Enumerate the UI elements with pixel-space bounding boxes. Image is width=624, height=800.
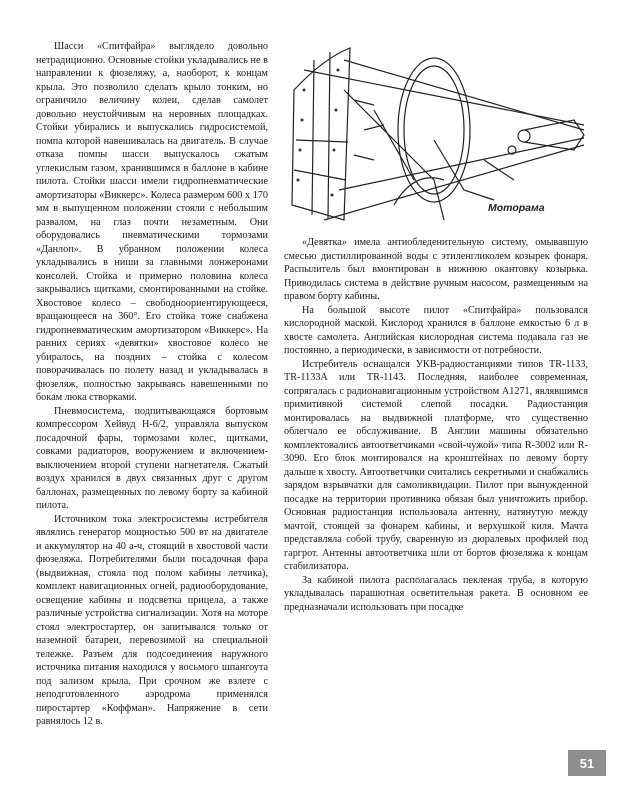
paragraph-flare-tube: За кабиной пилота располагалась пекленая труба, в которую укладывалась парашютная осветительная ракета. В основном ее предназначали использовать при посадке (284, 574, 588, 613)
paragraph-anti-icing: «Девятка» имела антиобледенительную систему, омывавшую смесью дистиллированной воды с этиленгликолем козырек фонаря. Распылитель был вмонтирован в нижнюю окантовку козырька. Приводилась система в действие ручным насосом, размещенным на правом борту кабины. (284, 237, 588, 302)
page-number: 51 (568, 750, 606, 776)
engine-mount-figure (284, 30, 594, 235)
paragraph-landing-gear: Шасси «Спитфайра» выглядело довольно нетрадиционно. Основные стойки укладывались не в направлении к фюзеляжу, а, наоборот, к концам крыла. Это позволило сделать крыло тонким, но ограничило величину колеи, сделав самолет довольно неустойчивым на неровных площадках. Стойки убирались и выпускались гидросистемой, помпа которой навешивалась на двигатель. В случае отказа помпы шасси выпускалось сжатым углекислым газом, хранившимся в баллоне в кабине пилота. Стойки шасси имели гидропневматические амортизаторы «Виккерс». Колеса размером 600 х 170 мм в выпущенном положении стояли с небольшим развалом, на глаз почти незаметным. Они оборудовались пневматическими тормозами «Данлоп». В убранном положении колеса укладывались в ниши за главными лонжеронами консолей. Стойка и примерно половина колеса закрывались щитками, смонтированными на стойке. Хвостовое колесо – свободноориентирующееся, вращающееся на 360°. Его стойка тоже снабжена гидропневматическим амортизатором «Виккерс». На ранних сериях «девятки» хвостовое колесо не убиралось, на поздних – стойка с колесом поворачивалась по полету назад и укладывалась в фюзеляж, полностью закрываясь навешенными по бокам люка створками. (36, 41, 268, 403)
right-text-column (284, 236, 588, 614)
mount-tube-top (304, 70, 584, 125)
figure-caption: Моторама (488, 202, 545, 214)
engine-mount-drawing (284, 30, 594, 235)
paragraph-oxygen: На большой высоте пилот «Спитфайра» пользовался кислородной маской. Кислород хранился в баллоне емкостью 6 л в хвосте самолета. Английская кислородная система подавала газ не постоянно, а периодически, в зависимости от потребности. (284, 304, 588, 356)
paragraph-radio: Истребитель оснащался УКВ-радиостанциями типов TR-1133, TR-1133A или TR-1143. Последняя, наиболее современная, сопрягалась с радионавигационным устройством А1271, являвшимся примитивной системой слепой посадки. Радиостанция монтировалась на выдвижной платформе, что существенно облегчало ее обслуживание. В Англии машины обязательно комплектовались автоответчиками «свой-чужой» типа R-3002 или R-3090. Его блок монтировался на кронштейнах по левому борту дальше к хвосту. Автоответчики считались секретными и снабжались зарядом взрывчатки для самоликвидации. Пилот при вынужденной посадке на территории противника обязан был уничтожить прибор. Основная радиостанция использовала антенну, натянутую между мачтой, стоящей за фонарем кабины, и верхушкой киля. Мачта представляла собой трубу, сваренную из дюралевых профилей под гаргрот. Антенны автоответчика шли от бортов фюзеляжа к концам стабилизатора. (284, 358, 588, 572)
left-text-column (36, 40, 268, 729)
paragraph-electrical-system: Источником тока электросистемы истребителя являлись генератор мощностью 500 вт на двигателе и аккумулятор на 40 а-ч, стоящий в хвостовой части фюзеляжа. Потребителями были посадочная фара (выдвижная, стояла под полом кабины летчика), комплект навигационных огней, радиооборудование, освещение кабины и подсветка прицела, а также различные устройства сигнализации. Хотя на моторе стоял электростартер, он запитывался только от наземной батареи, перевозимой на специальной тележке. Разъем для подсоединения наружного источника питания находился у восьмого шпангоута под зализом крыла. При срочном же взлете с неподготовленного аэродрома применялся пиростартер «Коффман». Напряжение в сети равнялось 12 в. (36, 513, 268, 727)
paragraph-pneumatic-system: Пневмосистема, подпитывающаяся бортовым компрессором Хейвуд Н-6/2, управляла выпуском посадочной фары, тормозами колес, щитками, совками радиаторов, вооружением и включением-выключением второй ступени нагнетателя. Сжатый воздух хранился в двух связанных друг с другом баллонах, размещенных по левому борту за кабиной пилота. (36, 405, 268, 511)
mount-tube-bottom (324, 145, 584, 220)
